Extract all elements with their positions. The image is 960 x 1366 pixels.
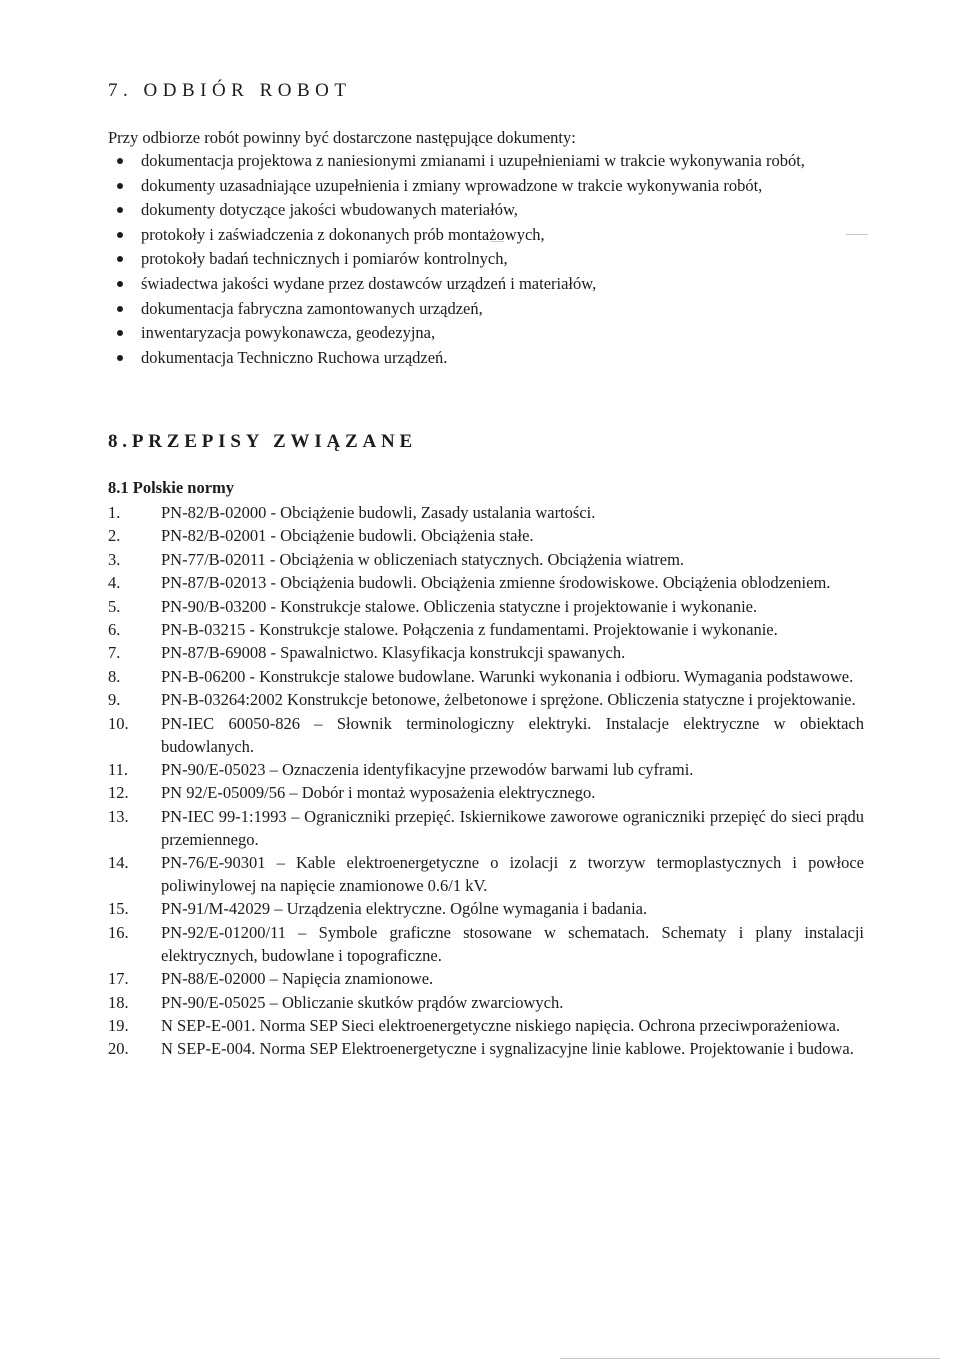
norm-item bbox=[108, 1014, 864, 1037]
norm-text: PN-B-03264:2002 Konstrukcje betonowe, żelbetonowe i sprężone. Obliczenia statyczne i projektowanie. bbox=[161, 690, 856, 710]
polish-norms-list bbox=[108, 501, 864, 1061]
norm-number: 1. bbox=[108, 503, 121, 522]
norm-text: PN-90/B-03200 - Konstrukcje stalowe. Obliczenia statyczne i projektowanie i wykonanie. bbox=[161, 596, 758, 616]
norm-item bbox=[108, 595, 864, 618]
norm-text: PN-87/B-69008 - Spawalnictwo. Klasyfikacja konstrukcji spawanych. bbox=[161, 643, 626, 663]
norm-text: PN-90/E-05023 – Oznaczenia identyfikacyjne przewodów barwami lub cyframi. bbox=[161, 759, 694, 779]
list-item: dokumenty dotyczące jakości wbudowanych materiałów, bbox=[108, 198, 864, 221]
list-item: świadectwa jakości wydane przez dostawców urządzeń i materiałów, bbox=[108, 272, 864, 295]
norm-number: 20. bbox=[108, 1039, 129, 1059]
list-item: inwentaryzacja powykonawcza, geodezyjna, bbox=[108, 321, 864, 344]
norm-number: 3. bbox=[108, 549, 121, 569]
norm-item bbox=[108, 641, 864, 664]
scan-mark bbox=[490, 241, 504, 242]
norm-text: PN-IEC 99-1:1993 – Ograniczniki przepięć. Iskiernikowe zaworowe ograniczniki przepięć do sieci prądu przemiennego. bbox=[161, 806, 864, 849]
norm-number: 12. bbox=[108, 783, 129, 803]
norm-text: PN-76/E-90301 – Kable elektroenergetyczne o izolacji z tworzyw termoplastycznych i powłoce poliwinylowej na napięcie znamionowe 0.6/1 kV. bbox=[161, 853, 864, 896]
norm-item bbox=[108, 921, 864, 967]
norm-text: PN-91/M-42029 – Urządzenia elektryczne. Ogólne wymagania i badania. bbox=[161, 899, 648, 919]
list-item: dokumentacja Techniczno Ruchowa urządzeń. bbox=[108, 346, 864, 369]
norm-item bbox=[108, 805, 864, 851]
norm-item bbox=[108, 781, 864, 804]
norm-number: 16. bbox=[108, 922, 129, 942]
section-7-intro: Przy odbiorze robót powinny być dostarczone następujące dokumenty: bbox=[108, 128, 576, 147]
norm-item bbox=[108, 758, 864, 781]
required-documents-list bbox=[108, 149, 864, 370]
norm-number: 9. bbox=[108, 690, 121, 710]
norm-number: 18. bbox=[108, 992, 129, 1012]
scan-mark bbox=[846, 234, 868, 235]
list-item: protokoły badań technicznych i pomiarów kontrolnych, bbox=[108, 247, 864, 270]
norm-item bbox=[108, 524, 864, 547]
scan-mark bbox=[560, 1358, 940, 1359]
norm-number: 5. bbox=[108, 596, 121, 616]
norm-item bbox=[108, 851, 864, 897]
norm-number: 19. bbox=[108, 1016, 129, 1036]
norm-number: 4. bbox=[108, 573, 121, 593]
section-8-1-heading: 8.1 Polskie normy bbox=[108, 478, 235, 497]
norm-number: 10. bbox=[108, 713, 129, 733]
norm-number: 2. bbox=[108, 526, 121, 546]
norm-item bbox=[108, 688, 864, 711]
norm-text: PN-87/B-02013 - Obciążenia budowli. Obciążenia zmienne środowiskowe. Obciążenia oblodzeniem. bbox=[161, 573, 831, 593]
norm-number: 14. bbox=[108, 853, 129, 873]
norm-number: 13. bbox=[108, 806, 129, 826]
list-item: dokumentacja projektowa z naniesionymi zmianami i uzupełnieniami w trakcie wykonywania robót, bbox=[108, 149, 864, 172]
norm-item bbox=[108, 571, 864, 594]
norm-item bbox=[108, 967, 864, 990]
norm-item bbox=[108, 665, 864, 688]
norm-item bbox=[108, 1037, 864, 1060]
norm-number: 11. bbox=[108, 759, 129, 779]
norm-text: PN-B-03215 - Konstrukcje stalowe. Połączenia z fundamentami. Projektowanie i wykonanie. bbox=[161, 619, 778, 639]
norm-text: PN-88/E-02000 – Napięcia znamionowe. bbox=[161, 969, 434, 989]
norm-number: 15. bbox=[108, 899, 129, 919]
norm-text: PN-82/B-02000 - Obciążenie budowli, Zasady ustalania wartości. bbox=[161, 503, 596, 522]
list-item: dokumentacja fabryczna zamontowanych urządzeń, bbox=[108, 297, 864, 320]
norm-item bbox=[108, 991, 864, 1014]
norm-number: 17. bbox=[108, 969, 129, 989]
norm-text: PN-IEC 60050-826 – Słownik terminologiczny elektryki. Instalacje elektryczne w obiektach budowlanych. bbox=[161, 713, 864, 756]
norm-item bbox=[108, 897, 864, 920]
norm-item bbox=[108, 501, 864, 524]
norm-number: 7. bbox=[108, 643, 121, 663]
norm-text: PN-77/B-02011 - Obciążenia w obliczeniach statycznych. Obciążenia wiatrem. bbox=[161, 549, 685, 569]
norm-text: PN-90/E-05025 – Obliczanie skutków prądów zwarciowych. bbox=[161, 992, 564, 1012]
norm-number: 6. bbox=[108, 619, 121, 639]
norm-number: 8. bbox=[108, 666, 121, 686]
norm-item bbox=[108, 712, 864, 758]
norm-item bbox=[108, 548, 864, 571]
norm-text: PN-82/B-02001 - Obciążenie budowli. Obciążenia stałe. bbox=[161, 526, 534, 546]
section-8-heading: 8.PRZEPISY ZWIĄZANE bbox=[108, 431, 418, 452]
norm-text: N SEP-E-001. Norma SEP Sieci elektroenergetyczne niskiego napięcia. Ochrona przeciwporażeniowa. bbox=[161, 1016, 841, 1036]
norm-text: PN 92/E-05009/56 – Dobór i montaż wyposażenia elektrycznego. bbox=[161, 783, 596, 803]
list-item: protokoły i zaświadczenia z dokonanych prób montażowych, bbox=[108, 223, 864, 246]
norm-text: PN-B-06200 - Konstrukcje stalowe budowlane. Warunki wykonania i odbioru. Wymagania podstawowe. bbox=[161, 666, 854, 686]
section-7-heading: 7. ODBIÓR ROBOT bbox=[108, 80, 352, 101]
list-item: dokumenty uzasadniające uzupełnienia i zmiany wprowadzone w trakcie wykonywania robót, bbox=[108, 174, 864, 197]
norm-text: N SEP-E-004. Norma SEP Elektroenergetyczne i sygnalizacyjne linie kablowe. Projektowanie i budowa. bbox=[161, 1039, 854, 1059]
norm-item bbox=[108, 618, 864, 641]
norm-text: PN-92/E-01200/11 – Symbole graficzne stosowane w schematach. Schematy i plany instalacji elektrycznych, budowlane i topograficzne. bbox=[161, 922, 864, 965]
